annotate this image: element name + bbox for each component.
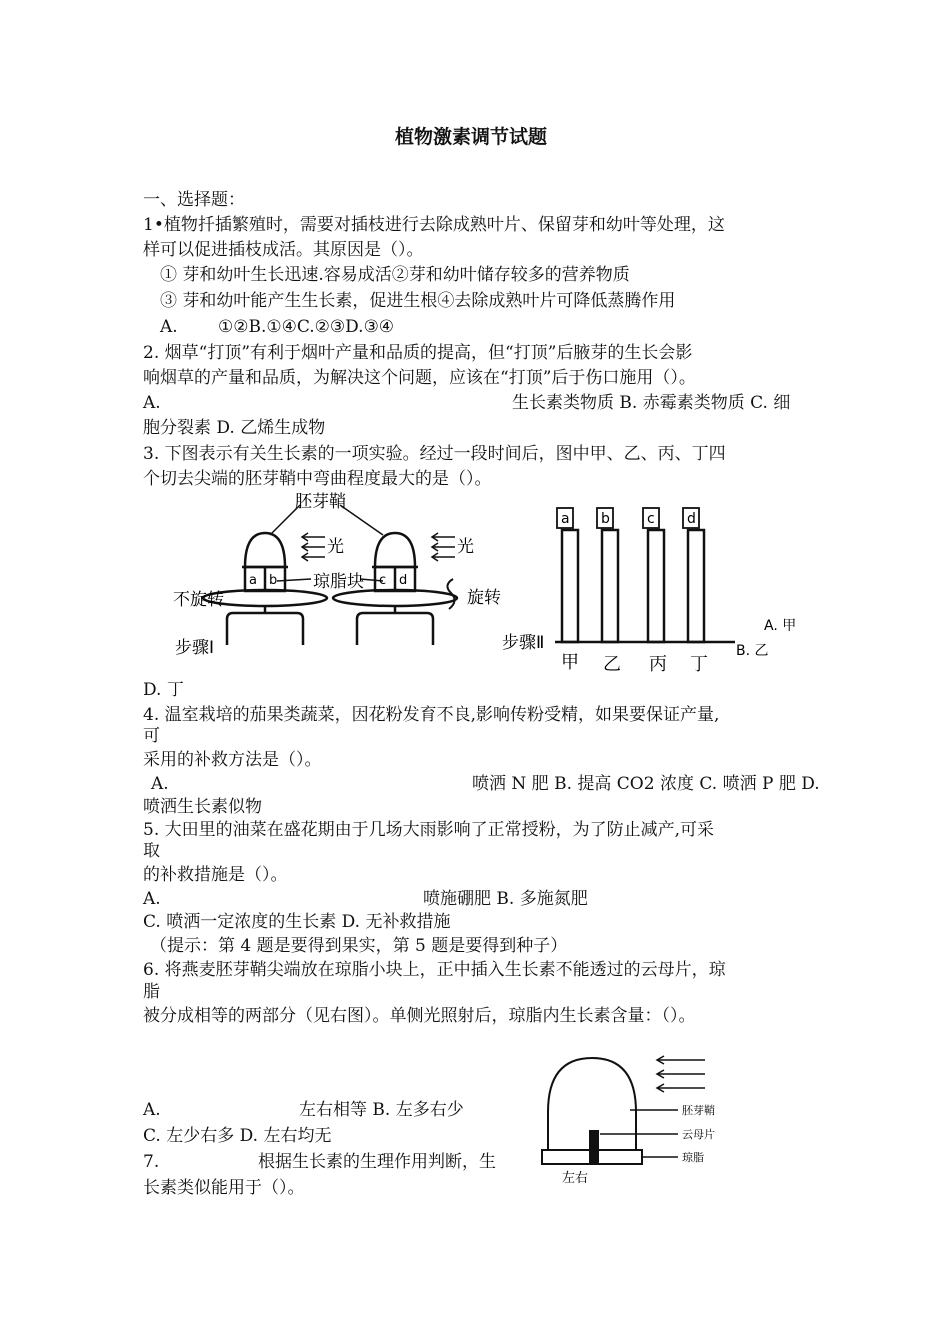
- q1-line1: 1•植物扦插繁殖时，需要对插枝进行去除成熟叶片、保留芽和幼叶等处理，这: [143, 215, 725, 235]
- section-heading: 一、选择题：: [143, 190, 245, 210]
- figure-step1: [165, 492, 515, 680]
- q2-line4: 胞分裂素 D. 乙烯生成物: [143, 418, 326, 438]
- agar-piece-a: a: [249, 573, 257, 588]
- q7-line2: 长素类似能用于（）。: [143, 1178, 305, 1198]
- mica-sheet: [589, 1130, 599, 1164]
- q5-line2: 的补救措施是（）。: [143, 865, 288, 885]
- q3-line1: 3. 下图表示有关生长素的一项实验。经过一段时间后，图中甲、乙、丙、丁四: [143, 444, 726, 464]
- base-left: [227, 613, 303, 645]
- q4-line2: 采用的补救方法是（）。: [143, 750, 322, 770]
- label-jia: 甲: [561, 652, 579, 673]
- agar-label-2: 琼脂: [682, 1151, 704, 1164]
- light-arrows-left: [302, 533, 325, 561]
- q5-line1: 5. 大田里的油菜在盛花期由于几场大雨影响了正常授粉，为了防止减产,可采: [143, 820, 715, 840]
- q5-answer-a: A.: [143, 889, 161, 909]
- base-right: [357, 613, 433, 645]
- q2-line2: 响烟草的产量和品质，为解决这个问题，应该在“打顶”后于伤口施用（）。: [143, 368, 696, 388]
- q1-statement-1: ① 芽和幼叶生长迅速.容易成活②芽和幼叶储存较多的营养物质: [160, 265, 630, 285]
- coleoptile-ding: [688, 530, 704, 642]
- coleoptile-jia: [562, 530, 578, 642]
- q3-answer-d: D. 丁: [143, 680, 184, 700]
- q5-line4: C. 喷洒一定浓度的生长素 D. 无补救措施: [143, 912, 451, 932]
- q2-line1: 2. 烟草“打顶”有利于烟叶产量和品质的提高，但“打顶”后腋芽的生长会影: [143, 343, 693, 363]
- left-right-label: 左右: [562, 1171, 589, 1186]
- turntable-right: [333, 590, 457, 606]
- label-bing: 丙: [649, 654, 667, 675]
- step1-label: 步骤Ⅰ: [175, 638, 215, 658]
- block-label-d: d: [687, 511, 696, 527]
- q6-answer-rest: 左右相等 B. 左多右少: [299, 1100, 464, 1120]
- q1-answer-rest: ①②B.①④C.②③D.③④: [218, 317, 395, 337]
- agar-label: 琼脂块: [313, 572, 364, 592]
- agar-piece-d: d: [399, 573, 408, 588]
- coleoptile-label-2: 胚芽鞘: [682, 1104, 715, 1117]
- rotate-label: 旋转: [467, 588, 501, 608]
- q4-line4: 喷洒生长素似物: [143, 797, 262, 817]
- q6-line1-wrap: 脂: [143, 982, 160, 1002]
- q2-answer-a: A.: [143, 393, 161, 413]
- q6-answer-a: A.: [143, 1100, 161, 1120]
- figure-mica: [540, 1050, 720, 1185]
- side-option-a: A. 甲: [764, 618, 797, 634]
- coleoptile-label: 胚芽鞘: [295, 492, 346, 512]
- q5-answer-rest: 喷施硼肥 B. 多施氮肥: [423, 889, 588, 909]
- q4-line1-wrap: 可: [143, 726, 160, 746]
- block-label-c: c: [647, 511, 655, 527]
- q5-hint: （提示：第 4 题是要得到果实，第 5 题是要得到种子）: [150, 936, 568, 956]
- q1-answer-a: A.: [160, 317, 178, 337]
- block-label-b: b: [601, 511, 610, 527]
- q6-line1: 6. 将燕麦胚芽鞘尖端放在琼脂小块上，正中插入生长素不能透过的云母片，琼: [143, 960, 726, 980]
- coleoptile-yi: [602, 530, 618, 642]
- light-arrows-right: [432, 533, 455, 561]
- q7-number: 7.: [143, 1152, 160, 1172]
- q4-line1: 4. 温室栽培的茄果类蔬菜，因花粉发育不良,影响传粉受精，如果要保证产量,: [143, 705, 720, 725]
- label-ding: 丁: [690, 654, 708, 675]
- mica-label: 云母片: [682, 1128, 715, 1141]
- label-yi: 乙: [603, 654, 621, 675]
- q6-line2: 被分成相等的两部分（见右图）。单侧光照射后，琼脂内生长素含量：（）。: [143, 1006, 696, 1026]
- q4-answer-rest: 喷洒 N 肥 B. 提高 CO2 浓度 C. 喷洒 P 肥 D.: [472, 774, 820, 794]
- q1-statement-2: ③ 芽和幼叶能产生生长素，促进生根④去除成熟叶片可降低蒸腾作用: [160, 291, 676, 311]
- q6-line4: C. 左少右多 D. 左右均无: [143, 1126, 332, 1146]
- agar-piece-b: b: [269, 573, 278, 588]
- coleoptile-tip-left: [245, 533, 285, 567]
- page-title: 植物激素调节试题: [395, 126, 548, 148]
- q5-line1-wrap: 取: [143, 841, 160, 861]
- side-option-b: B. 乙: [736, 643, 769, 659]
- q2-answer-rest: 生长素类物质 B. 赤霉素类物质 C. 细: [512, 393, 791, 413]
- light-label-left: 光: [327, 537, 344, 557]
- block-label-a: a: [561, 511, 570, 527]
- step2-label: 步骤Ⅱ: [502, 633, 545, 653]
- q1-line2: 样可以促进插枝成活。其原因是（）。: [143, 240, 424, 260]
- q4-answer-a: A.: [151, 774, 169, 794]
- agar-piece-c: c: [379, 573, 387, 588]
- coleoptile-bing: [648, 530, 664, 642]
- coleoptile-tip-right: [375, 533, 415, 567]
- q3-line2: 个切去尖端的胚芽鞘中弯曲程度最大的是（）。: [143, 469, 492, 489]
- light-label-right: 光: [457, 537, 474, 557]
- no-rotate-label: 不旋转: [173, 590, 224, 610]
- figure-step2: [500, 505, 810, 680]
- q7-line1: 根据生长素的生理作用判断，生: [258, 1152, 496, 1172]
